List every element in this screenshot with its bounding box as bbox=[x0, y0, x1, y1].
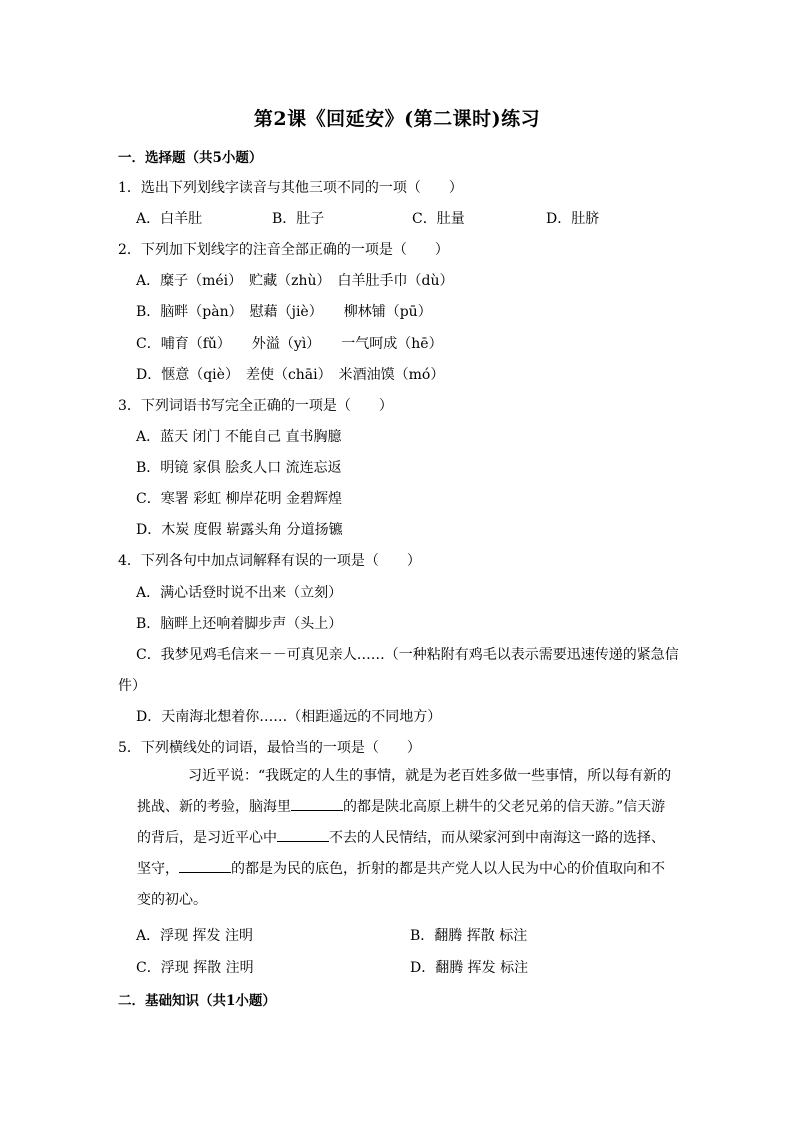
q5-passage-text: 坚守， bbox=[137, 861, 179, 877]
q3-option-c: C．寒署 彩虹 柳岸花明 金碧辉煌 bbox=[136, 491, 343, 507]
q1-option-b: B．肚子 bbox=[272, 211, 325, 227]
q5-passage-text: 不去的人民情结，而从梁家河到中南海这一路的选择、 bbox=[329, 830, 665, 846]
q5-passage-line-4 bbox=[137, 854, 677, 885]
question-1-stem: 1．选出下列划线字读音与其他三项不同的一项（ ） bbox=[118, 180, 463, 196]
question-3-stem: 3．下列词语书写完全正确的一项是（ ） bbox=[118, 398, 393, 414]
question-5-stem: 5．下列横线处的词语，最恰当的一项是（ ） bbox=[118, 740, 421, 756]
q5-passage-line-1: 习近平说：“我既定的人生的事情，就是为老百姓多做一些事情，所以每有新的 bbox=[188, 768, 672, 784]
q2-option-a: A．糜子（méi） 贮藏（zhù） 白羊肚手巾（dù） bbox=[136, 273, 454, 289]
page-title: 第2课《回延安》(第二课时)练习 bbox=[253, 108, 541, 130]
fill-blank-2 bbox=[277, 829, 329, 842]
q5-passage-line-5: 变的初心。 bbox=[137, 892, 207, 908]
q1-option-a: A．白羊肚 bbox=[136, 211, 203, 227]
q5-passage-line-3 bbox=[137, 823, 677, 854]
q4-option-c: C．我梦见鸡毛信来－－可真见亲人……（一种粘附有鸡毛以表示需要迅速传递的紧急信 bbox=[136, 647, 679, 663]
q5-passage-text: 的都是陕北高原上耕牛的父老兄弟的信天游。”信天游 bbox=[343, 799, 666, 815]
fill-blank-1 bbox=[291, 798, 343, 811]
q2-option-b: B．脑畔（pàn） 慰藉（jiè） 柳林铺（pū） bbox=[136, 304, 432, 320]
q5-option-c: C．浮现 挥散 注明 bbox=[136, 960, 254, 976]
q2-option-c: C．哺育（fǔ） 外溢（yì） 一气呵成（hē） bbox=[136, 336, 443, 352]
q5-passage-text: 的都是为民的底色，折射的都是共产党人以人民为中心的价值取向和不 bbox=[231, 861, 665, 877]
q5-passage-line-2 bbox=[137, 792, 677, 823]
q2-option-d: D．惬意（qiè） 差使（chāi） 米酒油馍（mó） bbox=[136, 367, 445, 383]
q4-option-a: A．满心话登时说不出来（立刻） bbox=[136, 585, 343, 601]
q5-option-b: B．翻腾 挥散 标注 bbox=[410, 928, 528, 944]
section-heading-choice: 一．选择题（共5小题） bbox=[118, 150, 263, 166]
q5-passage-text: 的背后，是习近平心中 bbox=[137, 830, 277, 846]
section-heading-basics: 二．基础知识（共1小题） bbox=[118, 993, 276, 1009]
q5-passage-text: 挑战、新的考验，脑海里 bbox=[137, 799, 291, 815]
fill-blank-3 bbox=[179, 860, 231, 873]
q3-option-a: A．蓝天 闭门 不能自己 直书胸臆 bbox=[136, 429, 342, 445]
q4-option-d: D．天南海北想着你……（相距遥远的不同地方） bbox=[136, 709, 442, 725]
q4-option-b: B．脑畔上还响着脚步声（头上） bbox=[136, 616, 343, 632]
question-2-stem: 2．下列加下划线字的注音全部正确的一项是（ ） bbox=[118, 242, 449, 258]
q3-option-b: B．明镜 家俱 脍炙人口 流连忘返 bbox=[136, 460, 342, 476]
q1-option-d: D．肚脐 bbox=[546, 211, 600, 227]
q1-option-c: C．肚量 bbox=[412, 211, 465, 227]
q3-option-d: D．木炭 度假 崭露头角 分道扬镳 bbox=[136, 522, 343, 538]
question-4-stem: 4．下列各句中加点词解释有误的一项是（ ） bbox=[118, 553, 421, 569]
q4-option-c-continued: 件） bbox=[118, 678, 146, 694]
q5-passage bbox=[137, 761, 677, 916]
q5-option-a: A．浮现 挥发 注明 bbox=[136, 928, 254, 944]
q5-option-d: D．翻腾 挥发 标注 bbox=[410, 960, 529, 976]
